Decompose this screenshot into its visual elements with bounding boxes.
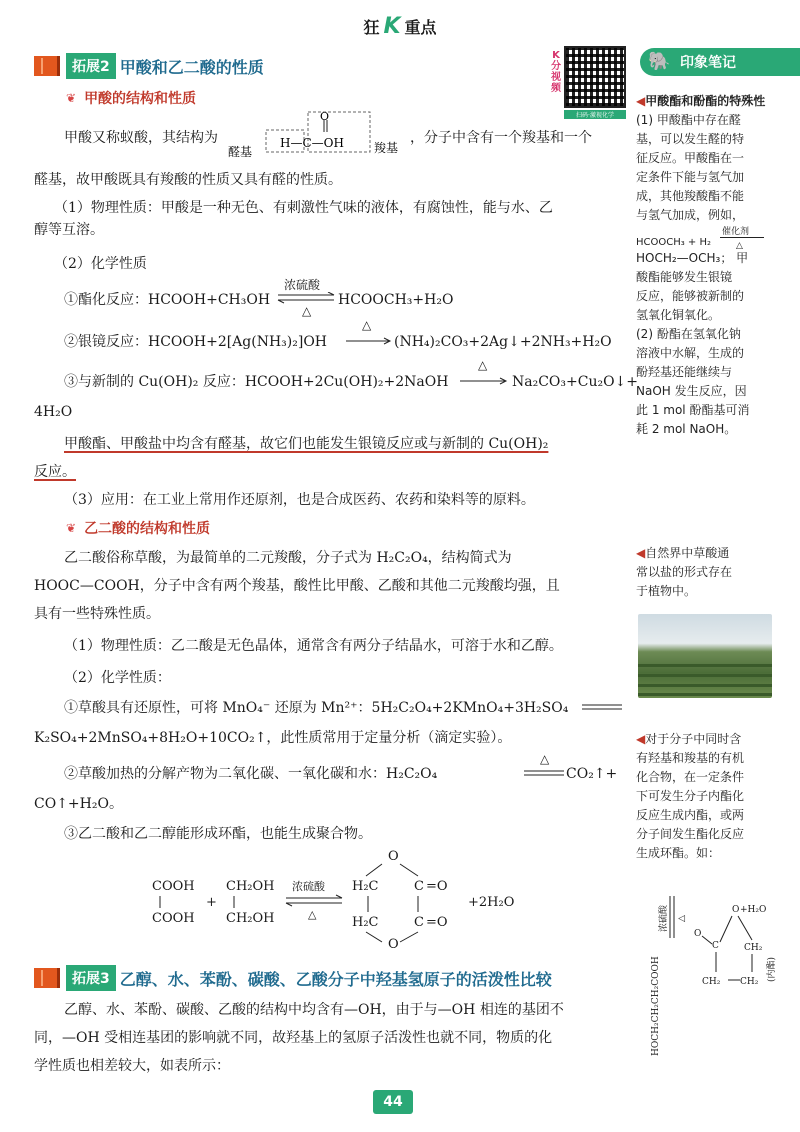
paragraph: ③乙二酸和乙二醇能形成环酯，也能生成聚合物。 bbox=[64, 826, 372, 842]
highlight-note: 甲酸酯、甲酸盐中均含有醛基，故它们也能发生银镜反应或与新制的 Cu(OH)₂ bbox=[64, 436, 549, 452]
sidebar-header: 🐘 印象笔记 bbox=[640, 48, 800, 76]
ring-o-bottom: O bbox=[388, 937, 399, 950]
lactone-carbonyl-c: C bbox=[712, 941, 719, 951]
triangle-icon: ◀ bbox=[636, 94, 646, 108]
paragraph: HOOC—COOH，分子中含有两个羧基，酸性比甲酸、乙酸和其他二元羧酸均强，且 bbox=[34, 578, 560, 594]
qr-code-block[interactable] bbox=[548, 46, 632, 122]
equals-sign bbox=[522, 768, 566, 778]
reaction-3-heat: △ bbox=[478, 358, 488, 372]
structure-intro: 甲酸又称蚁酸，其结构为 bbox=[64, 130, 218, 146]
ring-c-bottom: C bbox=[414, 915, 424, 930]
ring-c-top: C bbox=[414, 879, 424, 894]
ester-ch2oh-top: CH₂OH bbox=[226, 879, 275, 894]
section-title: 乙醇、水、苯酚、碳酸、乙酸分子中羟基氢原子的活泼性比较 bbox=[119, 969, 552, 989]
reaction-2-left: ②银镜反应：HCOOH+2[Ag(NH₃)₂]OH bbox=[64, 334, 328, 350]
triangle-icon: ◀ bbox=[636, 732, 646, 746]
oxalic-decomp-right: CO₂↑+ bbox=[566, 766, 618, 782]
reaction-3-tail: 4H₂O bbox=[34, 404, 73, 420]
arrow bbox=[458, 377, 510, 385]
leaf-icon: ❦ bbox=[66, 91, 77, 105]
formic-structure bbox=[228, 108, 418, 160]
section-tag: 拓展3 bbox=[66, 965, 116, 991]
section-3-heading bbox=[34, 964, 552, 992]
ester-cooh-top: COOH bbox=[152, 879, 195, 894]
side-note-esters: ◀甲酸酯和酚酯的特殊性 (1) 甲酸酯中存在醛 基，可以发生醛的特 征反应。甲酸酯在一 定条件下能与氢气加 成，其他羧酸酯不能 与氢气加成，例如， HCOOCH₃ + H₂ 催化剂 △ HOCH₂—OCH₃； 甲 酸酯能够发生银镜 反应，能够被新制的 氢氧化铜氧化。 (2) 酚酯在氢氧化钠 溶液中水解，生成的 酚羟基还能继续与 NaOH 发生反应，因 此 1 mol 酚酯基可消 耗 2 mol NaOH。 bbox=[636, 94, 766, 436]
reaction-2-right: (NH₄)₂CO₃+2Ag↓+2NH₃+H₂O bbox=[394, 334, 612, 350]
lactone-ring-o: O bbox=[732, 905, 740, 915]
lactone-label: (内酯) bbox=[767, 956, 777, 982]
k-logo: K bbox=[383, 14, 401, 39]
reaction-1-left: ①酯化反应：HCOOH+CH₃OH bbox=[64, 292, 271, 308]
lactone-ch2-left: CH₂ bbox=[702, 977, 721, 987]
paragraph: 学性质也相差较大，如表所示： bbox=[34, 1058, 230, 1074]
ester-ch2oh-bottom: CH₂OH bbox=[226, 911, 275, 926]
ester-plus: + bbox=[206, 895, 217, 910]
lactone-water: +H₂O bbox=[740, 905, 767, 915]
book-icon bbox=[34, 56, 60, 76]
section-tag: 拓展2 bbox=[66, 53, 116, 79]
ring-o-top: O bbox=[388, 849, 399, 864]
ring-eq-o-top: =O bbox=[426, 879, 448, 894]
label-carboxyl: 羧基 bbox=[374, 141, 399, 155]
paragraph: 乙二酸俗称草酸，为最简单的二元羧酸，分子式为 H₂C₂O₄，结构简式为 bbox=[64, 550, 512, 566]
reaction-1-heat: △ bbox=[302, 304, 312, 318]
ester-cooh-bottom: COOH bbox=[152, 911, 195, 926]
lactone-carbonyl-o: O bbox=[694, 929, 702, 939]
ring-eq-o-bottom: =O bbox=[426, 915, 448, 930]
oxalic-decomp-b: CO↑+H₂O。 bbox=[34, 796, 123, 812]
struct-o: O bbox=[320, 110, 330, 123]
section-title: 甲酸和乙二酸的性质 bbox=[119, 57, 264, 77]
equals-sign bbox=[580, 702, 624, 712]
reaction-2-heat: △ bbox=[362, 318, 372, 332]
reaction-1-condition: 浓硫酸 bbox=[284, 278, 321, 292]
label-aldehyde: 醛基 bbox=[228, 145, 253, 159]
decomp-heat: △ bbox=[540, 752, 550, 766]
book-icon bbox=[34, 968, 60, 988]
lactone-ch2-bottom: CH₂ bbox=[740, 977, 759, 987]
ring-h2c-bottom: H₂C bbox=[352, 915, 379, 930]
ester-heat: △ bbox=[308, 908, 317, 921]
reaction-3-left: ③与新制的 Cu(OH)₂ 反应：HCOOH+2Cu(OH)₂+2NaOH bbox=[64, 374, 449, 390]
highlight-note-end: 反应。 bbox=[34, 464, 76, 480]
paragraph: （3）应用：在工业上常用作还原剂，也是合成医药、农药和染料等的原料。 bbox=[64, 492, 535, 508]
tea-field-photo bbox=[638, 614, 772, 698]
side-note-lactone: ◀对于分子中同时含 有羟基和羧基的有机 化合物，在一定条件 下可发生分子内酯化 反应生成内酯，或两 分子间发生酯化反应 生成环酯。如： bbox=[636, 732, 745, 860]
equilibrium-arrow bbox=[276, 292, 338, 304]
subheading-oxalic: ❦ 乙二酸的结构和性质 bbox=[66, 521, 211, 537]
lactone-equation bbox=[636, 892, 786, 1062]
triangle-icon: ◀ bbox=[636, 546, 646, 560]
oxalic-redox-a: ①草酸具有还原性，可将 MnO₄⁻ 还原为 Mn²⁺：5H₂C₂O₄+2KMnO₄+3H₂SO₄ bbox=[64, 700, 569, 716]
paragraph: （2）化学性质 bbox=[54, 256, 147, 272]
paragraph: （2）化学性质： bbox=[64, 670, 171, 686]
reaction-1-right: HCOOCH₃+H₂O bbox=[338, 292, 454, 308]
paragraph: 同，—OH 受相连基团的影响就不同，故羟基上的氢原子活泼性也就不同，物质的化 bbox=[34, 1030, 553, 1046]
structure-outro: ，分子中含有一个羧基和一个 bbox=[410, 130, 592, 146]
ring-h2c-top: H₂C bbox=[352, 879, 379, 894]
struct-formula: H—C—OH bbox=[280, 136, 344, 150]
subheading-formic: ❦ 甲酸的结构和性质 bbox=[66, 91, 197, 107]
paragraph: 醇等互溶。 bbox=[34, 222, 104, 238]
video-badge: K分视频 bbox=[551, 50, 561, 94]
lactone-ch2-right: CH₂ bbox=[744, 943, 763, 953]
paragraph: （1）物理性质：乙二酸是无色晶体，通常含有两分子结晶水，可溶于水和乙醇。 bbox=[64, 638, 563, 654]
lactone-heat: △ bbox=[677, 915, 687, 922]
qr-caption: 扫码·激视化学 bbox=[564, 110, 626, 119]
qr-code[interactable] bbox=[564, 46, 626, 108]
paragraph: 具有一些特殊性质。 bbox=[34, 606, 160, 622]
lactone-condition: 浓硫酸 bbox=[659, 904, 669, 932]
section-2-heading bbox=[34, 52, 264, 80]
page-number: 44 bbox=[373, 1090, 413, 1114]
paragraph: （1）物理性质：甲酸是一种无色、有刺激性气味的液体，有腐蚀性，能与水、乙 bbox=[54, 200, 553, 216]
ester-condition: 浓硫酸 bbox=[292, 880, 325, 893]
reaction-3-right: Na₂CO₃+Cu₂O↓+ bbox=[512, 374, 639, 390]
leaf-icon: ❦ bbox=[66, 521, 77, 535]
oxalic-decomp-a: ②草酸加热的分解产物为二氧化碳、一氧化碳和水：H₂C₂O₄ bbox=[64, 766, 438, 782]
running-header: 狂 K 重点 bbox=[363, 14, 437, 39]
oxalic-redox-b: K₂SO₄+2MnSO₄+8H₂O+10CO₂↑，此性质常用于定量分析（滴定实验）。 bbox=[34, 730, 512, 746]
paragraph: 乙醇、水、苯酚、碳酸、乙酸的结构中均含有—OH，由于与—OH 相连的基团不 bbox=[64, 1002, 564, 1018]
side-note-oxalate: ◀自然界中草酸通 常以盐的形式存在 于植物中。 bbox=[636, 546, 733, 598]
arrow bbox=[344, 337, 394, 345]
lactone-reactant: HOCH₂CH₂CH₂COOH bbox=[651, 956, 661, 1056]
elephant-icon: 🐘 bbox=[648, 51, 671, 72]
ester-water: +2H₂O bbox=[468, 895, 515, 910]
paragraph: 醛基，故甲酸既具有羧酸的性质又具有醛的性质。 bbox=[34, 172, 342, 188]
cyclic-ester-equation bbox=[146, 846, 526, 950]
